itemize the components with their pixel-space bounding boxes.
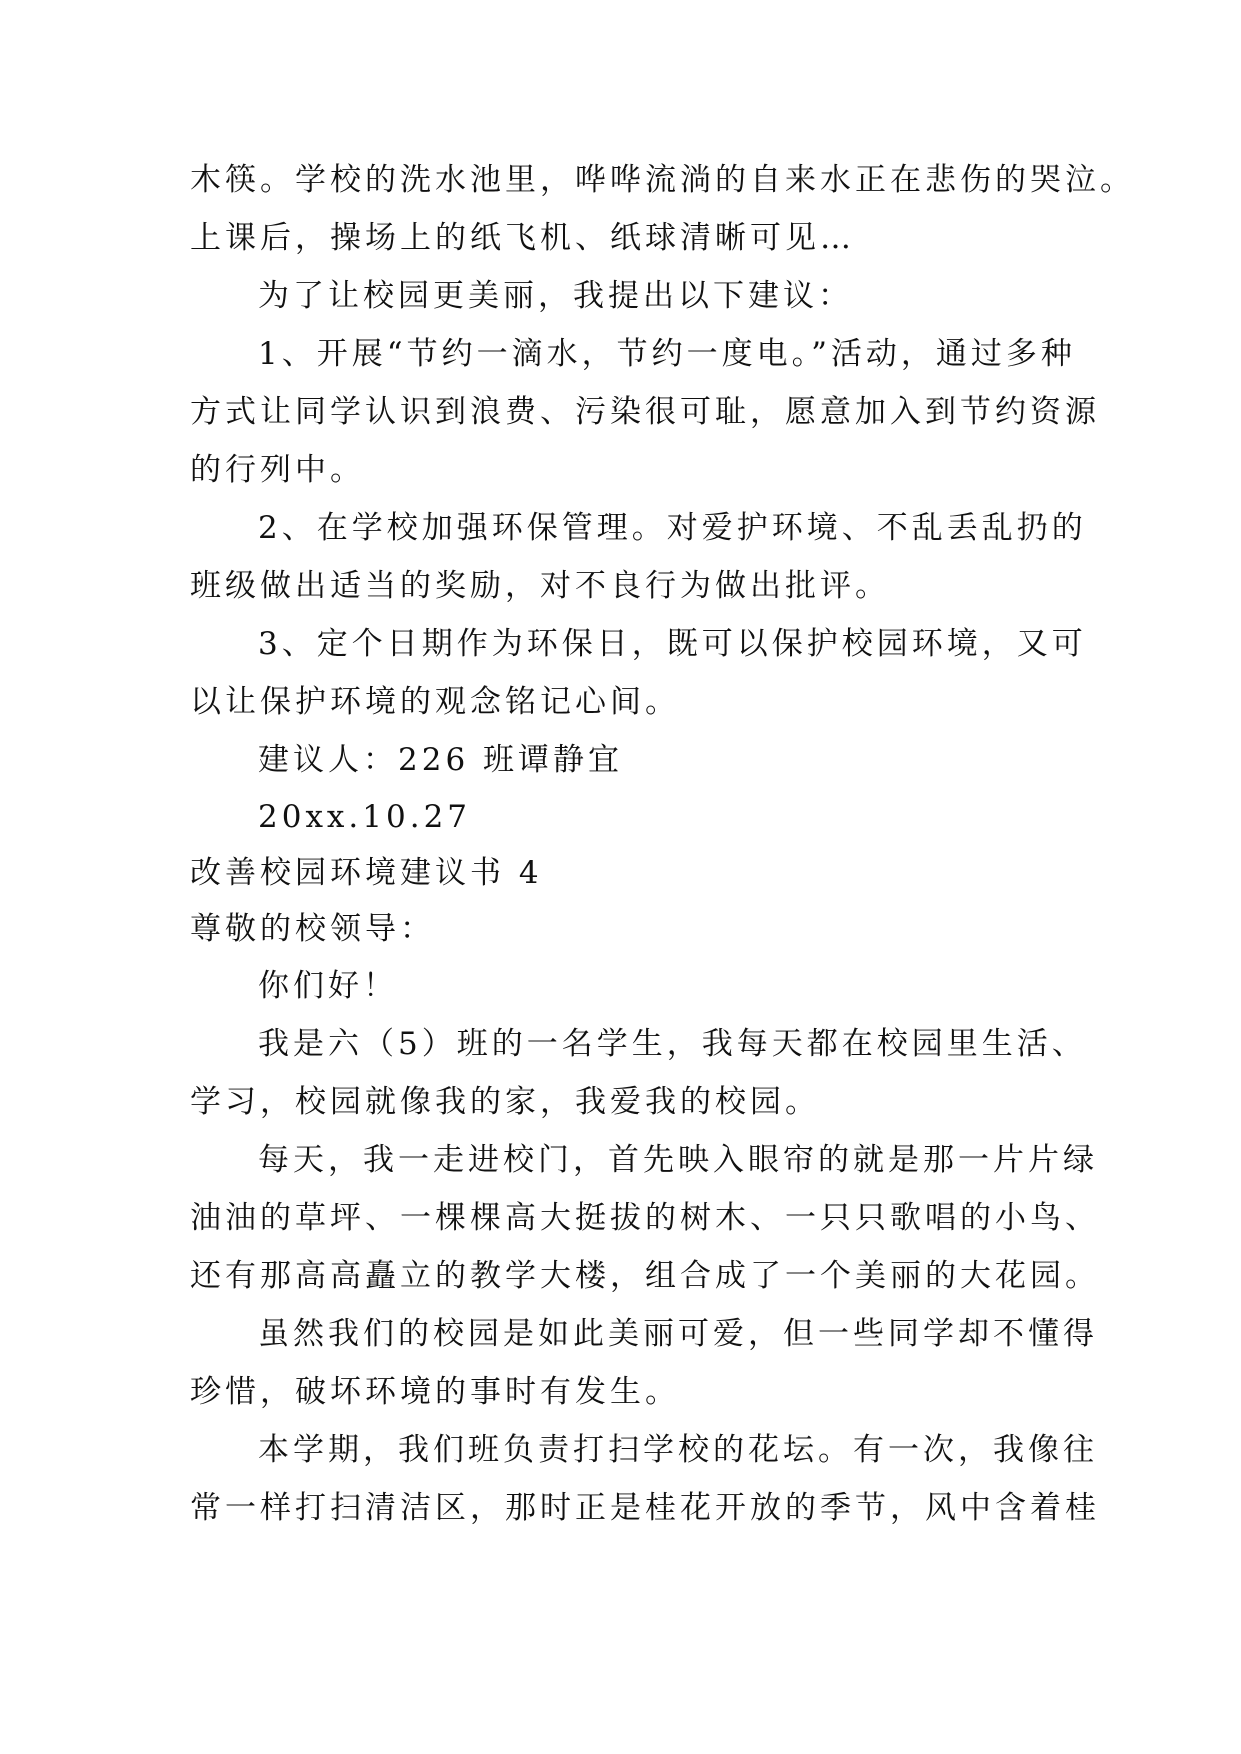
text-line: 为了让校园更美丽，我提出以下建议：	[258, 278, 853, 314]
text-line: 班级做出适当的奖励，对不良行为做出批评。	[190, 568, 890, 604]
text-line: 方式让同学认识到浪费、污染很可耻，愿意加入到节约资源	[190, 394, 1100, 430]
document-body	[190, 151, 1135, 1537]
text-line: 1、开展“节约一滴水，节约一度电。”活动，通过多种	[258, 336, 1076, 372]
greeting: 你们好！	[258, 968, 398, 1004]
text-line: 上课后，操场上的纸飞机、纸球清晰可见…	[190, 220, 855, 256]
text-line: 以让保护环境的观念铭记心间。	[190, 684, 680, 720]
text-line: 3、定个日期作为环保日，既可以保护校园环境，又可	[258, 626, 1087, 662]
text-line: 油油的草坪、一棵棵高大挺拔的树木、一只只歌唱的小鸟、	[190, 1200, 1100, 1236]
text-line: 学习，校园就像我的家，我爱我的校园。	[190, 1084, 820, 1120]
text-line: 本学期，我们班负责打扫学校的花坛。有一次，我像往	[258, 1432, 1098, 1468]
text-line: 每天，我一走进校门，首先映入眼帘的就是那一片片绿	[258, 1142, 1098, 1178]
text-line: 的行列中。	[190, 452, 365, 488]
date-line: 20xx.10.27	[258, 799, 472, 835]
text-line: 珍惜，破坏环境的事时有发生。	[190, 1374, 680, 1410]
text-line: 常一样打扫清洁区，那时正是桂花开放的季节，风中含着桂	[190, 1490, 1100, 1526]
section-title: 改善校园环境建议书 4	[190, 855, 543, 891]
text-line: 虽然我们的校园是如此美丽可爱，但一些同学却不懂得	[258, 1316, 1098, 1352]
salutation: 尊敬的校领导：	[190, 911, 435, 947]
text-line: 我是六（5）班的一名学生，我每天都在校园里生活、	[258, 1026, 1087, 1062]
text-line: 2、在学校加强环保管理。对爱护环境、不乱丢乱扔的	[258, 510, 1087, 546]
text-line: 还有那高高矗立的教学大楼，组合成了一个美丽的大花园。	[190, 1258, 1100, 1294]
text-line: 木筷。学校的洗水池里，哗哗流淌的自来水正在悲伤的哭泣。	[190, 162, 1135, 198]
signer-line: 建议人：226 班谭静宜	[258, 742, 624, 778]
